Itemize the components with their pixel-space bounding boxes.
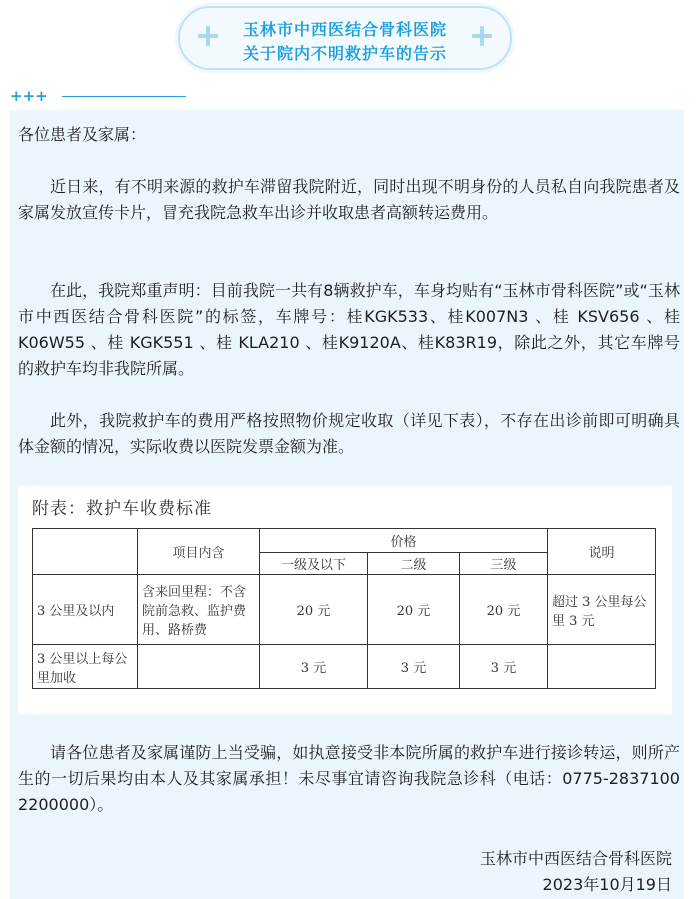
- header-level3: 三级: [460, 553, 548, 575]
- notice-title: 关于院内不明救护车的告示: [242, 44, 447, 63]
- greeting: 各位患者及家属：: [18, 125, 147, 144]
- row-price-level2: 20 元: [368, 575, 460, 645]
- paragraph-situation: 近日来，有不明来源的救护车滞留我院附近，同时出现不明身份的人员私自向我院患者及家属发放宣传卡片，冒充我院急救车出诊并收取患者高额转运费用。: [18, 177, 680, 222]
- header-price: 价格: [260, 529, 548, 553]
- plus-symbols: +++: [10, 87, 48, 105]
- notice-header-banner: [178, 6, 512, 70]
- fee-table-title: 附表：救护车收费标准: [32, 499, 212, 519]
- signature-org: 玉林市中西医结合骨科医院: [479, 849, 672, 868]
- fee-table-card: [18, 486, 672, 714]
- paragraph-warning: 请各位患者及家属谨防上当受骗，如执意接受非本院所属的救护车进行接诊转运，则所产生的一切后果均由本人及其家属承担！未尽事宜请咨询我院急诊科（电话：0775-2837100 2200000）。: [18, 743, 696, 814]
- row-note: [548, 645, 656, 689]
- signature-date: 2023年10月19日: [542, 875, 672, 894]
- row-price-level3: 3 元: [460, 645, 548, 689]
- header-note: 说明: [548, 529, 656, 575]
- table-row: [33, 645, 656, 689]
- row-content: 含来回里程：不含院前急救、监护费用、路桥费: [138, 575, 260, 645]
- row-content: [138, 645, 260, 689]
- row-name: 3 公里及以内: [33, 575, 138, 645]
- row-price-level1: 20 元: [260, 575, 368, 645]
- hospital-name-title: 玉林市中西医结合骨科医院: [242, 20, 447, 39]
- divider-line: [62, 96, 186, 97]
- row-price-level1: 3 元: [260, 645, 368, 689]
- table-header-row: [33, 529, 656, 553]
- row-note: 超过 3 公里每公里 3 元: [548, 575, 656, 645]
- header-item-content: 项目内含: [138, 529, 260, 575]
- table-row: [33, 575, 656, 645]
- paragraph-declaration: 在此，我院郑重声明：目前我院一共有8辆救护车，车身均贴有“玉林市骨科医院”或“玉林市中西医结合骨科医院”的标签，车牌号：桂KGK533、桂K007N3 、桂 KSV656 、桂 K06W55 、桂 KGK551 、桂 KLA210 、桂K9120A、桂K83R19，除此之外，其它车牌号的救护车均非我院所属。: [18, 281, 680, 378]
- row-price-level2: 3 元: [368, 645, 460, 689]
- header-level2: 二级: [368, 553, 460, 575]
- section-divider: [10, 88, 180, 104]
- header-level1: 一级及以下: [260, 553, 368, 575]
- paragraph-fees: 此外，我院救护车的费用严格按照物价规定收取（详见下表），不存在出诊前即可明确具体金额的情况，实际收费以医院发票金额为准。: [18, 411, 680, 456]
- fee-table: [32, 528, 656, 689]
- row-price-level3: 20 元: [460, 575, 548, 645]
- header-blank-cell: [33, 529, 138, 575]
- notice-body-panel: [10, 110, 696, 899]
- row-name: 3 公里以上每公里加收: [33, 645, 138, 689]
